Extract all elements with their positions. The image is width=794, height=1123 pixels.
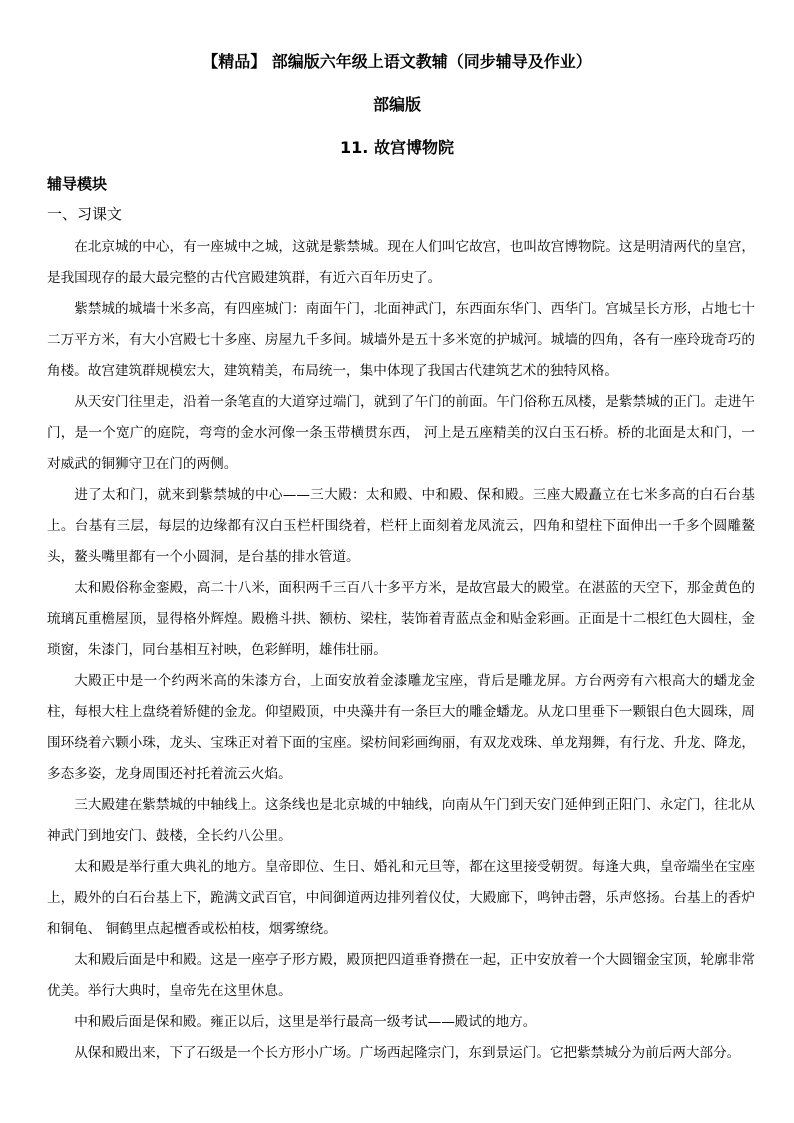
paragraph: 太和殿俗称金銮殿，高二十八米，面积两千三百八十多平方米，是故宫最大的殿堂。在湛蓝的天空下，那金黄色的琉璃瓦重檐屋顶，显得格外辉煌。殿檐斗拱、额枋、梁柱，装饰着青蓝点金和贴金彩画。正面是十二根红色大圆柱，金琐窗，朱漆门，同台基相互衬映，色彩鲜明，雄伟壮丽。 <box>47 580 755 658</box>
paragraph: 大殿正中是一个约两米高的朱漆方台，上面安放着金漆雕龙宝座，背后是雕龙屏。方台两旁有六根高大的蟠龙金柱，每根大柱上盘绕着矫健的金龙。仰望殿顶，中央藻井有一条巨大的雕金蟠龙。从龙口里垂下一颗银白色大圆珠，周围环绕着六颗小珠，龙头、宝珠正对着下面的宝座。梁枋间彩画绚丽，有双龙戏珠、单龙翔舞，有行龙、升龙、降龙，多态多姿，龙身周围还衬托着流云火焰。 <box>47 673 755 782</box>
paragraph: 在北京城的中心，有一座城中之城，这就是紫禁城。现在人们叫它故宫，也叫故宫博物院。这是明清两代的皇宫，是我国现存的最大最完整的古代宫殿建筑群，有近六百年历史了。 <box>47 239 755 286</box>
paragraph: 从保和殿出来，下了石级是一个长方形小广场。广场西起隆宗门，东到景运门。它把紫禁城分为前后两大部分。 <box>74 1045 741 1061</box>
document-title: 【精品】 部编版六年级上语文教辅（同步辅导及作业） <box>202 52 592 71</box>
paragraph: 进了太和门，就来到紫禁城的中心——三大殿：太和殿、中和殿、保和殿。三座大殿矗立在七米多高的白石台基上。台基有三层，每层的边缘都有汉白玉栏杆围绕着，栏杆上面刻着龙凤流云，四角和望柱下面伸出一千多个圆雕鳌头，鳌头嘴里都有一个小圆洞，是台基的排水管道。 <box>47 487 755 565</box>
paragraph: 紫禁城的城墙十米多高，有四座城门：南面午门，北面神武门，东西面东华门、西华门。宫城呈长方形，占地七十二万平方米，有大小宫殿七十多座、房屋九千多间。城墙外是五十多米宽的护城河。城墙的四角，各有一座玲珑奇巧的角楼。故宫建筑群规模宏大，建筑精美，布局统一，集中体现了我国古代建筑艺术的独特风格。 <box>47 301 755 379</box>
paragraph: 太和殿是举行重大典礼的地方。皇帝即位、生日、婚礼和元旦等，都在这里接受朝贺。每逢大典，皇帝端坐在宝座上，殿外的白石台基上下，跪满文武百官，中间御道两边排列着仪仗，大殿廊下，鸣钟击磬，乐声悠扬。台基上的香炉和铜龟、 铜鹤里点起檀香或松柏枝，烟雾缭绕。 <box>47 859 755 937</box>
module-heading: 辅导模块 <box>47 175 108 193</box>
paragraph: 从天安门往里走，沿着一条笔直的大道穿过端门，就到了午门的前面。午门俗称五凤楼，是紫禁城的正门。走进午门，是一个宽广的庭院，弯弯的金水河像一条玉带横贯东西， 河上是五座精美的汉白玉石桥。桥的北面是太和门，一对威武的铜狮守卫在门的两侧。 <box>47 394 755 472</box>
lesson-title: 11. 故宫博物院 <box>340 138 454 157</box>
edition-label: 部编版 <box>372 95 421 114</box>
paragraph: 三大殿建在紫禁城的中轴线上。这条线也是北京城的中轴线，向南从午门到天安门延伸到正阳门、永定门，往北从神武门到地安门、鼓楼，全长约八公里。 <box>47 797 755 844</box>
paragraph: 太和殿后面是中和殿。这是一座亭子形方殿，殿顶把四道垂脊攒在一起，正中安放着一个大圆镏金宝顶，轮廓非常优美。举行大典时，皇帝先在这里休息。 <box>47 952 755 999</box>
lesson-text <box>47 232 755 1069</box>
part-heading: 一、习课文 <box>47 205 123 223</box>
paragraph: 中和殿后面是保和殿。雍正以后，这里是举行最高一级考试——殿试的地方。 <box>74 1014 537 1030</box>
